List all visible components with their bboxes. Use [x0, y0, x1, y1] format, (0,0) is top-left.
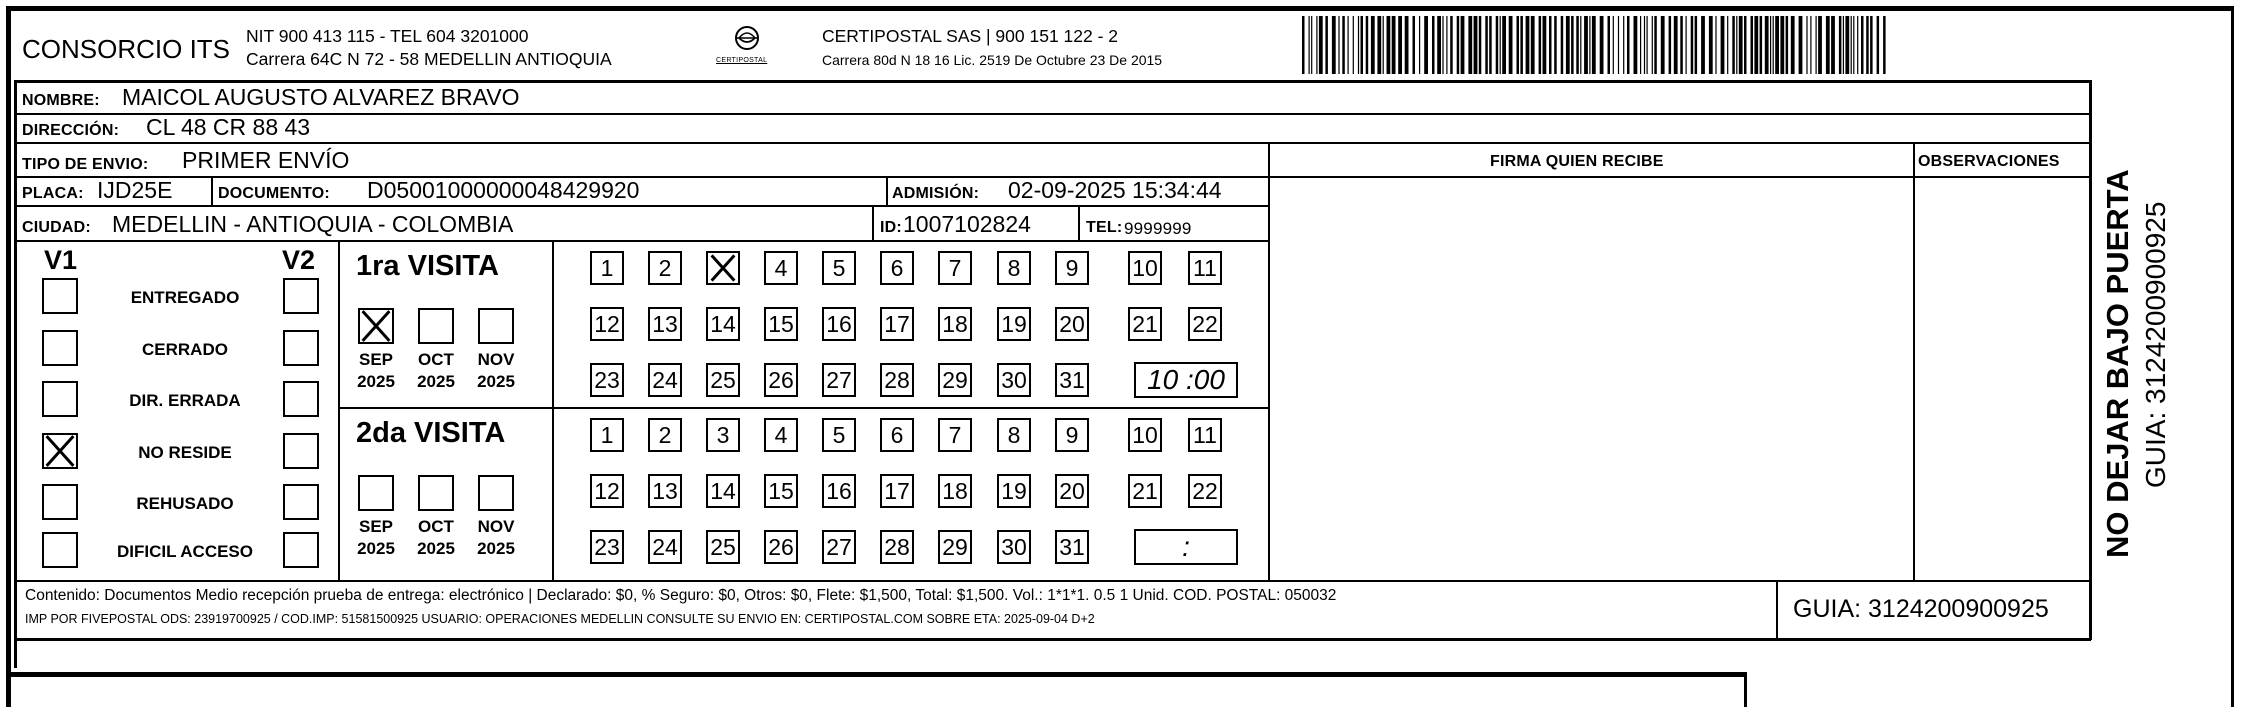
- documento-value: D05001000000048429920: [367, 177, 640, 203]
- month-checkbox[interactable]: [358, 308, 394, 344]
- day-box[interactable]: 4: [764, 418, 798, 452]
- day-box[interactable]: 29: [938, 530, 972, 564]
- day-box[interactable]: 4: [764, 251, 798, 285]
- guia-footer: GUIA: 3124200900925: [1793, 595, 2049, 623]
- day-box[interactable]: 13: [648, 474, 682, 508]
- day-box[interactable]: [706, 251, 740, 285]
- day-box[interactable]: 16: [822, 474, 856, 508]
- month-label: [466, 516, 526, 560]
- time-box[interactable]: 10 :00: [1134, 362, 1238, 398]
- barcode-bar: [1623, 16, 1624, 74]
- barcode-bar: [1539, 16, 1542, 74]
- barcode-bar: [1319, 16, 1323, 74]
- barcode-bar: [1358, 16, 1359, 74]
- day-box[interactable]: 8: [997, 418, 1031, 452]
- barcode-bar: [1845, 16, 1849, 74]
- barcode-bar: [1338, 16, 1339, 74]
- day-box[interactable]: 10: [1128, 418, 1162, 452]
- day-box[interactable]: 16: [822, 307, 856, 341]
- nit-line: NIT 900 413 115 - TEL 604 3201000: [246, 26, 529, 46]
- day-box[interactable]: 23: [590, 530, 624, 564]
- tipo-envio-label: TIPO DE ENVIO:: [22, 156, 149, 173]
- placa-label: PLACA:: [22, 185, 84, 202]
- barcode-bar: [1342, 16, 1345, 74]
- rule-direccion: [14, 142, 2091, 144]
- v1-label: V1: [44, 245, 78, 275]
- barcode-bar: [1654, 16, 1657, 74]
- day-box[interactable]: 13: [648, 307, 682, 341]
- day-box[interactable]: 26: [764, 363, 798, 397]
- barcode-bar: [1744, 16, 1747, 74]
- v2-checkbox[interactable]: [283, 330, 319, 366]
- day-box[interactable]: 12: [590, 307, 624, 341]
- barcode-bar: [1751, 16, 1754, 74]
- documento-label: DOCUMENTO:: [218, 185, 330, 202]
- rule-right: [2089, 80, 2092, 640]
- barcode-bar: [1780, 16, 1784, 74]
- month-label: [346, 516, 406, 560]
- barcode-bar: [1479, 16, 1482, 74]
- barcode-bar: [1446, 16, 1447, 74]
- day-box[interactable]: 15: [764, 474, 798, 508]
- barcode-bar: [1500, 16, 1501, 74]
- day-box[interactable]: 9: [1055, 418, 1089, 452]
- day-box[interactable]: 5: [822, 251, 856, 285]
- col-obs-left: [1913, 142, 1915, 582]
- direccion-value: CL 48 CR 88 43: [146, 114, 311, 140]
- day-box[interactable]: 11: [1188, 251, 1222, 285]
- barcode-bar: [1526, 16, 1530, 74]
- barcode-bar: [1709, 16, 1713, 74]
- month-name: OCT: [418, 350, 454, 369]
- day-box[interactable]: 7: [938, 418, 972, 452]
- firma-label: FIRMA QUIEN RECIBE: [1490, 153, 1664, 170]
- barcode-bar: [1302, 16, 1305, 74]
- barcode-bar: [1736, 16, 1737, 74]
- month-name: NOV: [477, 350, 515, 369]
- rule-footer-bottom: [14, 638, 2091, 641]
- barcode-bar: [1810, 16, 1811, 74]
- barcode-bar: [1413, 16, 1416, 74]
- day-box[interactable]: 11: [1188, 418, 1222, 452]
- barcode-bar: [1816, 16, 1817, 74]
- visit-title: 2da VISITA: [356, 417, 506, 449]
- no-dejar-bajo-puerta: NO DEJAR BAJO PUERTA: [2100, 169, 2135, 558]
- barcode-bar: [1371, 16, 1375, 74]
- day-box[interactable]: 14: [706, 307, 740, 341]
- day-box[interactable]: 20: [1055, 474, 1089, 508]
- ciudad-label: CIUDAD:: [22, 219, 91, 236]
- barcode-bar: [1608, 16, 1611, 74]
- barcode-bar: [1773, 16, 1774, 74]
- barcode-bar: [1566, 16, 1570, 74]
- barcode-bar: [1647, 16, 1648, 74]
- month-label: [346, 349, 406, 393]
- month-checkbox[interactable]: [478, 475, 514, 511]
- status-label: NO RESIDE: [138, 443, 232, 462]
- month-year: 2025: [357, 372, 395, 391]
- rule-placa: [14, 205, 1269, 207]
- barcode-bar: [1485, 16, 1488, 74]
- id-label: ID:: [880, 219, 902, 236]
- month-label: [466, 349, 526, 393]
- frame-bottom-stub: [1744, 672, 1747, 707]
- v1-checkbox[interactable]: [42, 278, 78, 314]
- day-box[interactable]: 2: [648, 251, 682, 285]
- day-box[interactable]: 23: [590, 363, 624, 397]
- v1-checkbox[interactable]: [42, 330, 78, 366]
- month-year: 2025: [477, 372, 515, 391]
- barcode-bar: [1786, 16, 1789, 74]
- barcode-bar: [1437, 16, 1441, 74]
- month-checkbox[interactable]: [418, 308, 454, 344]
- barcode-bar: [1332, 16, 1336, 74]
- ciudad-value: MEDELLIN - ANTIOQUIA - COLOMBIA: [112, 211, 514, 237]
- barcode-bar: [1686, 16, 1687, 74]
- barcode-bar: [1392, 16, 1396, 74]
- day-box[interactable]: 18: [938, 307, 972, 341]
- barcode-bar: [1691, 16, 1694, 74]
- col-doc-adm: [886, 176, 888, 206]
- direccion-label: DIRECCIÓN:: [22, 122, 120, 139]
- admision-value: 02-09-2025 15:34:44: [1008, 177, 1222, 203]
- barcode-bar: [1353, 16, 1354, 74]
- barcode-bar: [1520, 16, 1523, 74]
- month-year: 2025: [477, 539, 515, 558]
- license-line: Carrera 80d N 18 16 Lic. 2519 De Octubre 23 De 2015: [822, 52, 1163, 68]
- barcode-bar: [1584, 16, 1588, 74]
- barcode-bar: [1419, 16, 1420, 74]
- barcode-bar: [1496, 16, 1499, 74]
- rule-firma-header: [1268, 176, 2091, 178]
- barcode-bar: [1754, 16, 1758, 74]
- barcode-bar: [1721, 16, 1725, 74]
- day-box[interactable]: 17: [880, 474, 914, 508]
- barcode-bar: [1309, 16, 1310, 74]
- day-box[interactable]: 22: [1188, 474, 1222, 508]
- v1-checkbox[interactable]: [42, 381, 78, 417]
- day-box[interactable]: 1: [590, 418, 624, 452]
- day-box[interactable]: 12: [590, 474, 624, 508]
- rule-ciudad: [14, 240, 1269, 242]
- month-checkbox[interactable]: [478, 308, 514, 344]
- barcode-bar: [1851, 16, 1852, 74]
- barcode-bar: [1618, 16, 1619, 74]
- barcode-bar: [1509, 16, 1513, 74]
- barcode-bar: [1760, 16, 1763, 74]
- month-name: NOV: [477, 517, 515, 536]
- day-box[interactable]: 31: [1055, 530, 1089, 564]
- day-box[interactable]: 30: [997, 530, 1031, 564]
- barcode-bar: [1348, 16, 1349, 74]
- rule-top: [14, 80, 2091, 83]
- v2-checkbox[interactable]: [283, 484, 319, 520]
- nombre-value: MAICOL AUGUSTO ALVAREZ BRAVO: [122, 84, 520, 110]
- day-box[interactable]: 19: [997, 307, 1031, 341]
- col-guia-left: [1776, 580, 1778, 640]
- status-label: CERRADO: [142, 340, 228, 359]
- col-ciudad-id: [872, 205, 874, 241]
- month-checkbox[interactable]: [358, 475, 394, 511]
- day-box[interactable]: 7: [938, 251, 972, 285]
- status-label: REHUSADO: [136, 494, 234, 513]
- barcode-bar: [1866, 16, 1869, 74]
- barcode-bar: [1502, 16, 1506, 74]
- barcode-bar: [1701, 16, 1705, 74]
- barcode-bar: [1652, 16, 1653, 74]
- barcode-bar: [1770, 16, 1771, 74]
- rule-visit-split: [338, 407, 1269, 409]
- barcode-bar: [1613, 16, 1614, 74]
- month-name: SEP: [358, 350, 394, 369]
- barcode-bar: [1554, 16, 1557, 74]
- v1-checkbox[interactable]: [42, 433, 78, 469]
- v2-checkbox[interactable]: [283, 532, 319, 568]
- day-box[interactable]: 27: [822, 363, 856, 397]
- day-box[interactable]: 24: [648, 530, 682, 564]
- barcode-bar: [1549, 16, 1552, 74]
- day-box[interactable]: 30: [997, 363, 1031, 397]
- day-box[interactable]: 10: [1128, 251, 1162, 285]
- barcode-bar: [1580, 16, 1581, 74]
- observaciones-label: OBSERVACIONES: [1918, 153, 2060, 170]
- barcode-bar: [1715, 16, 1716, 74]
- barcode-bar: [1640, 16, 1641, 74]
- month-label: [406, 516, 466, 560]
- barcode-bar: [1870, 16, 1873, 74]
- v2-label: V2: [282, 245, 316, 275]
- imp-line: IMP POR FIVEPOSTAL ODS: 23919700925 / COD.IMP: 51581500925 USUARIO: OPERACIONES MEDELLIN CONSULTE SU ENVIO EN: CERTIPOSTAL.COM SOBRE ETA: 2025-09-04 D+2: [25, 612, 1095, 626]
- barcode: [1302, 16, 1894, 74]
- barcode-bar: [1857, 16, 1858, 74]
- day-box[interactable]: 19: [997, 474, 1031, 508]
- status-label: DIR. ERRADA: [129, 391, 241, 410]
- barcode-bar: [1727, 16, 1728, 74]
- barcode-bar: [1765, 16, 1769, 74]
- barcode-bar: [1839, 16, 1842, 74]
- day-box[interactable]: 1: [590, 251, 624, 285]
- certipostal-line: CERTIPOSTAL SAS | 900 151 122 - 2: [822, 26, 1119, 46]
- day-box[interactable]: 6: [880, 418, 914, 452]
- frame-bottom-border: [6, 672, 1746, 677]
- barcode-bar: [1405, 16, 1409, 74]
- barcode-bar: [1424, 16, 1428, 74]
- barcode-bar: [1861, 16, 1864, 74]
- v2-checkbox[interactable]: [283, 433, 319, 469]
- barcode-bar: [1831, 16, 1835, 74]
- month-name: SEP: [358, 517, 394, 536]
- barcode-bar: [1627, 16, 1630, 74]
- visit-title: 1ra VISITA: [356, 250, 499, 282]
- barcode-bar: [1398, 16, 1402, 74]
- barcode-bar: [1377, 16, 1381, 74]
- barcode-bar: [1791, 16, 1795, 74]
- col-status-visits: [338, 240, 340, 581]
- barcode-bar: [1311, 16, 1312, 74]
- v2-checkbox[interactable]: [283, 381, 319, 417]
- contenido-line: Contenido: Documentos Medio recepción prueba de entrega: electrónico | Declarado: $0, % Seguro: $0, Otros: $0, Flete: $1,500, Total: $1,500. Vol.: 1*1*1. 0.5 1 Unid. COD. POSTAL: 050032: [25, 587, 1337, 604]
- barcode-bar: [1826, 16, 1830, 74]
- barcode-bar: [1799, 16, 1803, 74]
- day-box[interactable]: 9: [1055, 251, 1089, 285]
- rule-footer-top: [14, 580, 2091, 582]
- tipo-envio-value: PRIMER ENVÍO: [182, 147, 350, 173]
- col-id-tel: [1078, 205, 1080, 241]
- barcode-bar: [1543, 16, 1547, 74]
- day-box[interactable]: 25: [706, 530, 740, 564]
- day-box[interactable]: 31: [1055, 363, 1089, 397]
- placa-value: IJD25E: [97, 177, 173, 203]
- col-firma-left: [1268, 142, 1270, 582]
- barcode-bar: [1843, 16, 1844, 74]
- barcode-bar: [1432, 16, 1435, 74]
- barcode-bar: [1600, 16, 1604, 74]
- barcode-bar: [1461, 16, 1465, 74]
- barcode-bar: [1644, 16, 1645, 74]
- barcode-bar: [1576, 16, 1579, 74]
- day-box[interactable]: 28: [880, 363, 914, 397]
- day-box[interactable]: 2: [648, 418, 682, 452]
- barcode-bar: [1474, 16, 1478, 74]
- barcode-bar: [1561, 16, 1564, 74]
- barcode-bar: [1877, 16, 1880, 74]
- address-line: Carrera 64C N 72 - 58 MEDELLIN ANTIOQUIA: [246, 49, 612, 69]
- day-box[interactable]: 26: [764, 530, 798, 564]
- certipostal-logo: [712, 24, 782, 70]
- v1-checkbox[interactable]: [42, 484, 78, 520]
- barcode-bar: [1818, 16, 1822, 74]
- month-label: [406, 349, 466, 393]
- month-year: 2025: [417, 539, 455, 558]
- barcode-bar: [1674, 16, 1678, 74]
- barcode-bar: [1592, 16, 1596, 74]
- barcode-bar: [1806, 16, 1807, 74]
- day-box[interactable]: 6: [880, 251, 914, 285]
- v1-checkbox[interactable]: [42, 532, 78, 568]
- day-box[interactable]: 5: [822, 418, 856, 452]
- barcode-bar: [1661, 16, 1665, 74]
- rule-nombre: [14, 113, 2091, 115]
- barcode-bar: [1442, 16, 1443, 74]
- day-box[interactable]: 21: [1128, 474, 1162, 508]
- barcode-bar: [1450, 16, 1453, 74]
- id-value: 1007102824: [903, 211, 1031, 237]
- barcode-bar: [1571, 16, 1574, 74]
- barcode-bar: [1680, 16, 1683, 74]
- barcode-bar: [1589, 16, 1590, 74]
- day-box[interactable]: 3: [706, 418, 740, 452]
- day-box[interactable]: 8: [997, 251, 1031, 285]
- barcode-bar: [1775, 16, 1779, 74]
- company-name: CONSORCIO ITS: [22, 34, 231, 64]
- day-box[interactable]: 21: [1128, 307, 1162, 341]
- status-label: ENTREGADO: [130, 288, 240, 307]
- month-name: OCT: [418, 517, 454, 536]
- barcode-bar: [1361, 16, 1364, 74]
- barcode-bar: [1489, 16, 1492, 74]
- barcode-bar: [1531, 16, 1535, 74]
- barcode-bar: [1387, 16, 1391, 74]
- barcode-bar: [1325, 16, 1328, 74]
- tel-label: TEL:: [1086, 219, 1123, 236]
- month-year: 2025: [417, 372, 455, 391]
- logo-text: CERTIPOSTAL: [716, 57, 768, 64]
- day-box[interactable]: 15: [764, 307, 798, 341]
- day-box[interactable]: 20: [1055, 307, 1089, 341]
- day-box[interactable]: 22: [1188, 307, 1222, 341]
- status-label: DIFICIL ACCESO: [116, 542, 253, 561]
- tel-value: 9999999: [1124, 219, 1192, 238]
- barcode-bar: [1883, 16, 1886, 74]
- day-box[interactable]: 17: [880, 307, 914, 341]
- barcode-bar: [1732, 16, 1735, 74]
- month-checkbox[interactable]: [418, 475, 454, 511]
- day-box[interactable]: 27: [822, 530, 856, 564]
- day-box[interactable]: 29: [938, 363, 972, 397]
- day-box[interactable]: 18: [938, 474, 972, 508]
- nombre-label: NOMBRE:: [22, 92, 100, 109]
- barcode-bar: [1316, 16, 1317, 74]
- day-box[interactable]: 24: [648, 363, 682, 397]
- barcode-bar: [1517, 16, 1520, 74]
- day-box[interactable]: 28: [880, 530, 914, 564]
- day-box[interactable]: 14: [706, 474, 740, 508]
- day-box[interactable]: 25: [706, 363, 740, 397]
- admision-label: ADMISIÓN:: [892, 185, 980, 202]
- barcode-bar: [1853, 16, 1854, 74]
- barcode-bar: [1457, 16, 1460, 74]
- barcode-bar: [1695, 16, 1698, 74]
- time-box[interactable]: :: [1134, 529, 1238, 565]
- barcode-bar: [1468, 16, 1472, 74]
- col-visit-days: [552, 240, 554, 581]
- guia-vertical: GUIA: 3124200900925: [2140, 201, 2171, 488]
- barcode-bar: [1669, 16, 1672, 74]
- barcode-bar: [1634, 16, 1638, 74]
- barcode-bar: [1383, 16, 1384, 74]
- v2-checkbox[interactable]: [283, 278, 319, 314]
- col-placa-doc: [211, 176, 213, 206]
- barcode-bar: [1366, 16, 1369, 74]
- barcode-bar: [1739, 16, 1743, 74]
- month-year: 2025: [357, 539, 395, 558]
